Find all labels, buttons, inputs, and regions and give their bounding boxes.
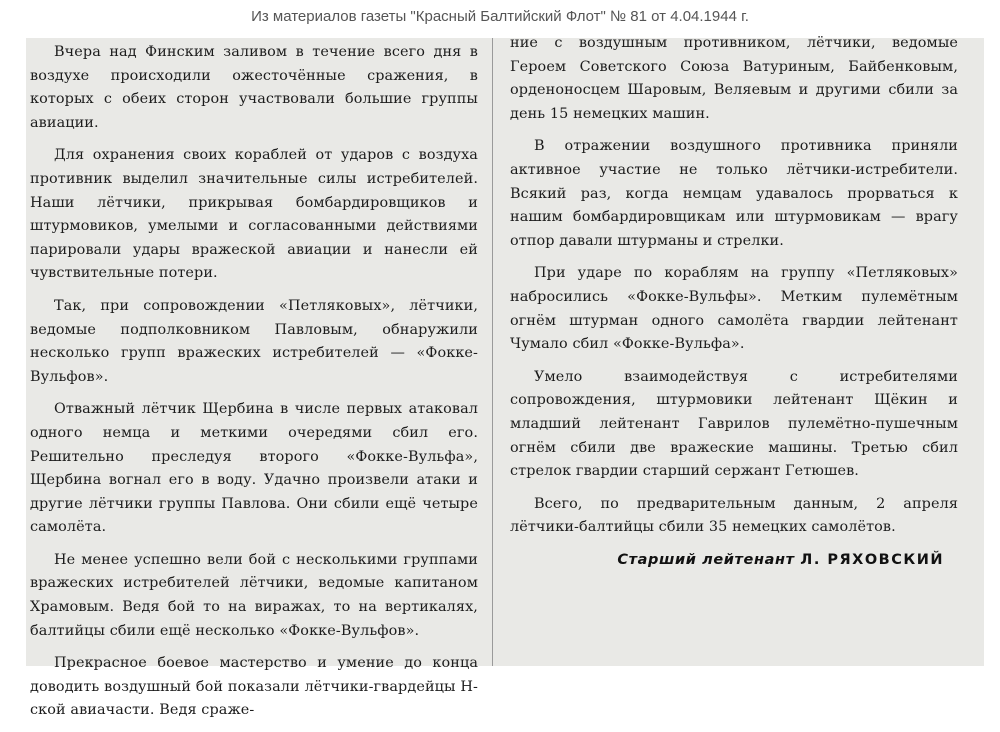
paragraph: При ударе по кораблям на группу «Петляковых» набросились «Фокке-Вульфы». Метким пулемётным огнём штурман одного самолёта гвардии лейтенант Чумало сбил «Фокке-Вульфа». [510,265,958,353]
author-rank: Старший лейтенант [617,551,795,568]
article-column-right [510,32,958,572]
paragraph: Отважный лётчик Щербина в числе первых атаковал одного немца и меткими очередями сбил его. Решительно преследуя второго «Фокке-Вульфа», Щербина вогнал его в воду. Удачно произвели атаки и другие лётчики группы Павлова. Они сбили ещё четыре самолёта. [30,401,478,536]
paragraph: Умело взаимодействуя с истребителями сопровождения, штурмовики лейтенант Щёкин и младший лейтенант Гаврилов пулемётно-пушечным огнём сбили две вражеские машины. Третью сбил стрелок гвардии старший сержант Гетюшев. [510,368,958,480]
paragraph: В отражении воздушного противника приняли активное участие не только лётчики-истребители. Всякий раз, когда немцам удавалось прорваться к нашим бомбардировщикам или штурмовикам — врагу отпор давали штурманы и стрелки. [510,138,958,249]
paragraph: Вчера над Финским заливом в течение всего дня в воздухе происходили ожесточённые сражения, в которых с обеих сторон участвовали большие группы авиации. [30,44,478,131]
article-column-left [30,41,478,732]
paragraph: Прекрасное боевое мастерство и умение до конца доводить воздушный бой показали лётчики-гвардейцы Н-ской авиачасти. Ведя сраже- [30,655,478,719]
paragraph: ние с воздушным противником, лётчики, ведомые Героем Советского Союза Ватуриным, Байбенковым, орденоносцем Шаровым, Веляевым и другими сбили за день 15 немецких машин. [510,35,958,122]
column-divider [492,38,493,666]
author-name: Л. РЯХОВСКИЙ [800,551,944,568]
newspaper-clipping [26,35,984,719]
paragraph: Всего, по предварительным данным, 2 апреля лётчики-балтийцы сбили 35 немецких самолётов. [510,495,958,536]
author-signature [510,549,958,573]
paragraph: Не менее успешно вели бой с несколькими группами вражеских истребителей лётчики, ведомые капитаном Храмовым. Ведя бой то на виражах, то на вертикалях, балтийцы сбили ещё несколько «Фокке-Вульфов». [30,551,478,639]
paragraph: Так, при сопровождении «Петляковых», лётчики, ведомые подполковником Павловым, обнаружили несколько групп вражеских истребителей — «Фокке-Вульфов». [30,297,478,385]
paragraph: Для охранения своих кораблей от ударов с воздуха противник выделил значительные силы истребителей. Наши лётчики, прикрывая бомбардировщиков и штурмовиков, умелыми и согласованными действиями парировали удары вражеской авиации и нанесли ей чувствительные потери. [30,147,478,282]
source-caption: Из материалов газеты "Красный Балтийский Флот" № 81 от 4.04.1944 г. [251,8,749,25]
